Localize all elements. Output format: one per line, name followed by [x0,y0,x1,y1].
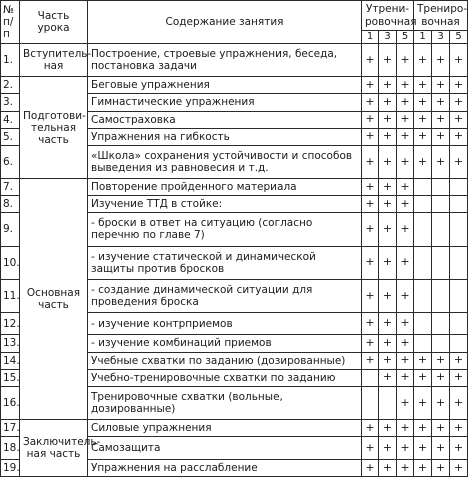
plus-mark: + [397,179,414,196]
plus-mark: + [397,386,414,419]
row-number: 13. [1,335,20,352]
plus-mark [379,386,397,419]
plus-mark [450,335,468,352]
subheader-cell: 5 [450,31,468,44]
subheader-cell: 3 [379,31,397,44]
plus-mark: + [397,312,414,335]
plus-mark: + [362,420,379,437]
row-number: 12. [1,312,20,335]
plus-mark: + [362,128,379,145]
plus-mark [450,213,468,246]
table-row [1,44,468,77]
plus-mark: + [397,352,414,369]
plus-mark [450,312,468,335]
plus-mark [432,213,450,246]
plus-mark: + [414,94,432,111]
lesson-content: Беговые упражнения [88,77,362,94]
plus-mark: + [414,459,432,476]
header-part: Часть урока [20,1,88,44]
row-number: 16. [1,386,20,419]
plus-mark: + [414,145,432,178]
plus-mark: + [397,213,414,246]
plus-mark [432,179,450,196]
lesson-content: - изучение статической и динамической защиты против бросков [88,246,362,279]
lesson-part-intro: Вступитель-ная [20,44,88,77]
plus-mark [414,213,432,246]
row-number: 2. [1,77,20,94]
plus-mark: + [432,94,450,111]
plus-mark: + [379,128,397,145]
plus-mark: + [432,369,450,386]
header-content: Содержание занятия [88,1,362,44]
plus-mark: + [397,196,414,213]
plus-mark: + [379,179,397,196]
plus-mark: + [362,352,379,369]
plus-mark [450,196,468,213]
plus-mark: + [432,145,450,178]
plus-mark: + [397,111,414,128]
plus-mark: + [450,128,468,145]
plus-mark [432,335,450,352]
plus-mark [414,246,432,279]
plus-mark: + [432,352,450,369]
lesson-content: Учебные схватки по заданию (дозированные) [88,352,362,369]
plus-mark: + [362,94,379,111]
plus-mark: + [362,44,379,77]
plus-mark: + [450,352,468,369]
plus-mark: + [362,179,379,196]
row-number: 11. [1,279,20,312]
plus-mark: + [379,246,397,279]
table-row [1,179,468,196]
row-number: 14. [1,352,20,369]
plus-mark [450,246,468,279]
subheader-cell: 3 [432,31,450,44]
row-number: 8. [1,196,20,213]
plus-mark: + [379,437,397,460]
plus-mark: + [379,213,397,246]
lesson-content: Силовые упражнения [88,420,362,437]
lesson-content: «Школа» сохранения устойчивости и способов выведения из равновесия и т.д. [88,145,362,178]
plus-mark: + [414,352,432,369]
lesson-content: Построение, строевые упражнения, беседа, постановка задачи [88,44,362,77]
plus-mark: + [432,77,450,94]
plus-mark: + [397,335,414,352]
plus-mark: + [414,369,432,386]
plus-mark: + [450,386,468,419]
row-number: 6. [1,145,20,178]
header-group-a: Утрени-ровочная [362,1,414,31]
lesson-content: - изучение комбинаций приемов [88,335,362,352]
row-number: 4. [1,111,20,128]
plus-mark: + [379,145,397,178]
lesson-content: - создание динамической ситуации для проведения броска [88,279,362,312]
plus-mark: + [379,196,397,213]
plus-mark: + [414,128,432,145]
plus-mark: + [450,145,468,178]
plus-mark: + [414,420,432,437]
plus-mark: + [397,279,414,312]
lesson-content: Повторение пройденного материала [88,179,362,196]
plus-mark: + [432,386,450,419]
plus-mark: + [397,77,414,94]
plus-mark: + [432,128,450,145]
plus-mark: + [362,335,379,352]
lesson-content: - броски в ответ на ситуацию (согласно перечню по главе 7) [88,213,362,246]
plus-mark: + [379,312,397,335]
plus-mark: + [397,420,414,437]
row-number: 10. [1,246,20,279]
plus-mark: + [379,111,397,128]
header-row [1,1,468,31]
plus-mark: + [450,420,468,437]
plus-mark [432,196,450,213]
plus-mark: + [450,437,468,460]
plus-mark: + [450,94,468,111]
header-num: № п/п [1,1,20,44]
plus-mark: + [379,279,397,312]
plus-mark [432,312,450,335]
plus-mark: + [450,459,468,476]
plus-mark: + [414,437,432,460]
plus-mark: + [450,369,468,386]
plus-mark [414,312,432,335]
plus-mark: + [379,94,397,111]
subheader-cell: 1 [414,31,432,44]
plus-mark: + [414,44,432,77]
plus-mark [362,369,379,386]
plus-mark: + [397,128,414,145]
table-row [1,420,468,437]
lesson-content: Изучение ТТД в стойке: [88,196,362,213]
plus-mark: + [450,77,468,94]
row-number: 15. [1,369,20,386]
plus-mark [414,279,432,312]
lesson-content: Учебно-тренировочные схватки по заданию [88,369,362,386]
row-number: 5. [1,128,20,145]
plus-mark: + [450,111,468,128]
row-number: 7. [1,179,20,196]
plus-mark: + [450,44,468,77]
lesson-content: Тренировочные схватки (вольные, дозированные) [88,386,362,419]
lesson-part-main: Основная часть [20,179,88,420]
plus-mark: + [379,369,397,386]
lesson-part-prep: Подготови-тельная часть [20,77,88,179]
lesson-content: Упражнения на расслабление [88,459,362,476]
lesson-content: Самостраховка [88,111,362,128]
plus-mark: + [414,77,432,94]
plus-mark: + [362,77,379,94]
plus-mark: + [397,94,414,111]
plus-mark: + [362,437,379,460]
table-row [1,77,468,94]
plus-mark: + [397,369,414,386]
plus-mark: + [362,196,379,213]
plus-mark: + [397,145,414,178]
plus-mark [432,246,450,279]
plus-mark: + [432,44,450,77]
lesson-part-final: Заключитель-ная часть [20,420,88,477]
plus-mark: + [397,437,414,460]
plus-mark [414,335,432,352]
lesson-content: Упражнения на гибкость [88,128,362,145]
lesson-content: - изучение контрприемов [88,312,362,335]
plus-mark [414,196,432,213]
plus-mark: + [397,459,414,476]
plus-mark [450,279,468,312]
row-number: 1. [1,44,20,77]
plus-mark: + [362,312,379,335]
header-group-b: Трениро-вочная [414,1,468,31]
plus-mark: + [414,111,432,128]
plus-mark: + [379,352,397,369]
row-number: 9. [1,213,20,246]
plus-mark: + [362,111,379,128]
lesson-content: Гимнастические упражнения [88,94,362,111]
plus-mark [414,179,432,196]
plus-mark [450,179,468,196]
plus-mark: + [362,145,379,178]
plus-mark: + [379,420,397,437]
lesson-content: Самозащита [88,437,362,460]
plus-mark: + [397,246,414,279]
plus-mark [432,279,450,312]
row-number: 17. [1,420,20,437]
plus-mark: + [432,111,450,128]
subheader-cell: 1 [362,31,379,44]
plus-mark: + [432,420,450,437]
table-body [1,44,468,477]
plus-mark: + [362,246,379,279]
plus-mark: + [432,459,450,476]
plus-mark: + [362,213,379,246]
plus-mark [362,386,379,419]
subheader-cell: 5 [397,31,414,44]
plus-mark: + [432,437,450,460]
plus-mark: + [379,77,397,94]
plus-mark: + [379,459,397,476]
plus-mark: + [397,44,414,77]
plus-mark: + [379,335,397,352]
row-number: 19. [1,459,20,476]
plus-mark: + [362,459,379,476]
plus-mark: + [362,279,379,312]
row-number: 3. [1,94,20,111]
plus-mark: + [379,44,397,77]
row-number: 18. [1,437,20,460]
plus-mark: + [414,386,432,419]
